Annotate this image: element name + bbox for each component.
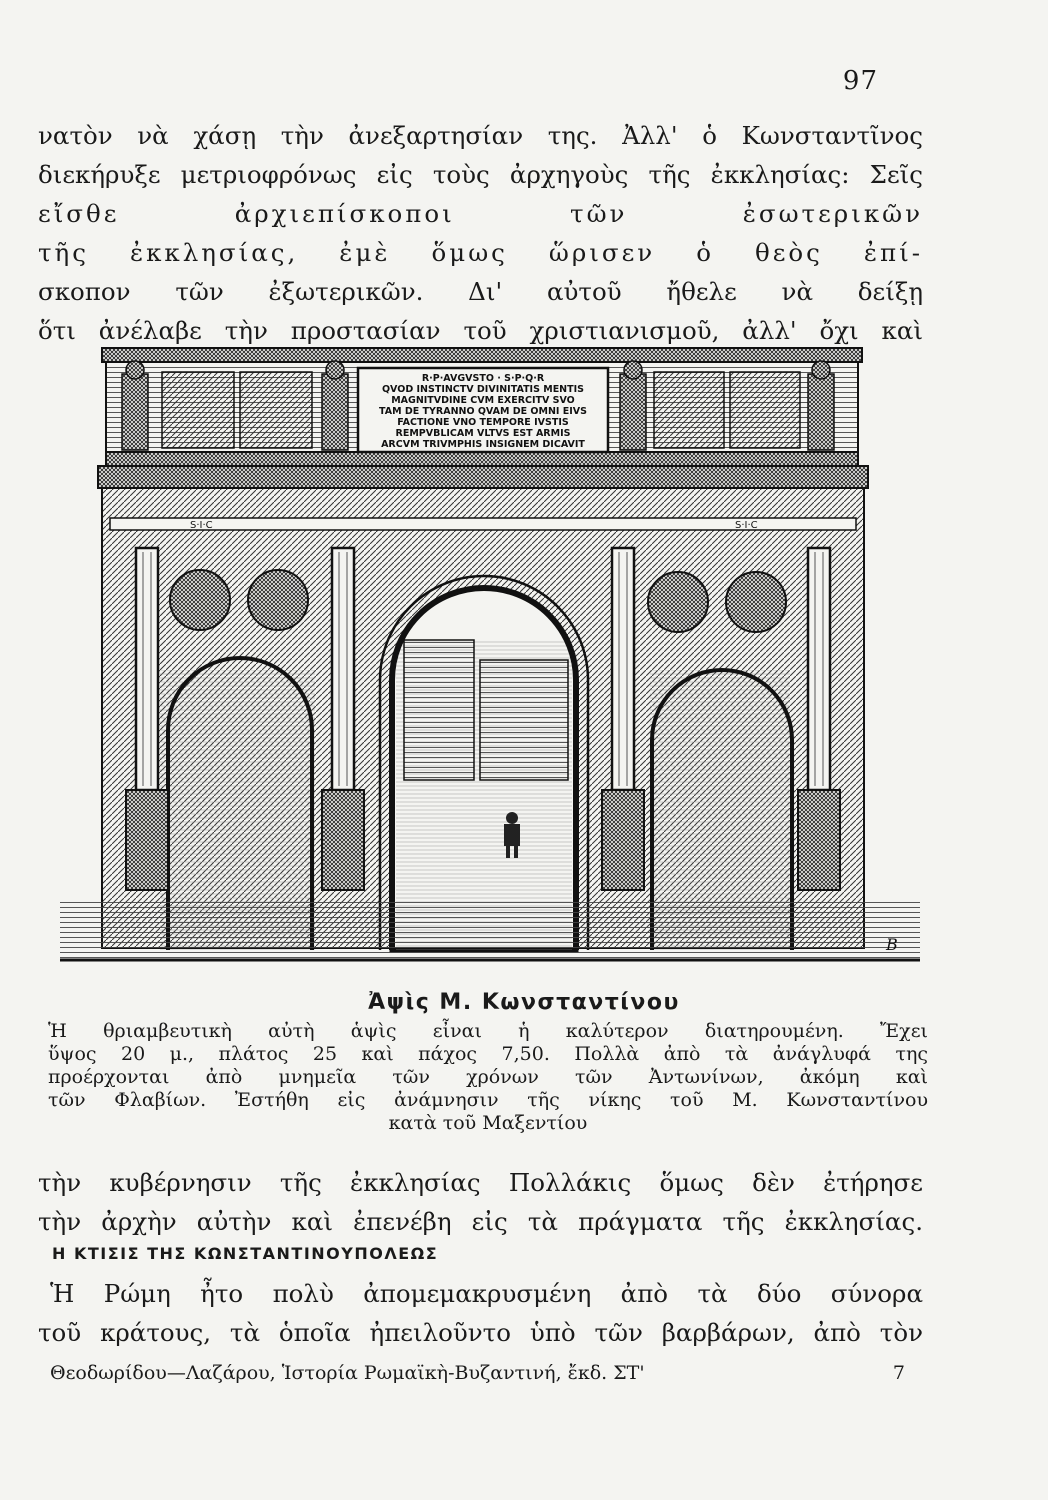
inscription-line: QVOD INSTINCTV DIVINITATIS MENTIS bbox=[381, 384, 585, 395]
page-footer bbox=[50, 1362, 905, 1384]
bottom-paragraph bbox=[38, 1163, 923, 1241]
inscription-line: TAM DE TYRANNO QVAM DE OMNI EIVS bbox=[379, 406, 587, 417]
caption-title: Ἀψὶς Μ. Κωνσταντίνου bbox=[368, 990, 680, 1015]
text-line: διεκήρυξε μετριοφρόνως εἰς τοὺς ἀρχηγοὺς τῆς ἐκκλησίας: Σεῖς bbox=[38, 160, 923, 189]
top-paragraph bbox=[38, 116, 923, 350]
footer-source: Θεοδωρίδου—Λαζάρου, Ἱστορία Ρωμαϊκὴ-Βυζαντινή, ἔκδ. ΣΤ' bbox=[50, 1362, 645, 1384]
caption-line: τῶν Φλαβίων. Ἐστήθη εἰς ἀνάμνησιν τῆς νίκης τοῦ Μ. Κωνσταντίνου bbox=[48, 1089, 928, 1111]
frieze-label-right: S·I·C bbox=[735, 520, 758, 531]
page-number: 97 bbox=[842, 66, 878, 96]
text-line: τοῦ κράτους, τὰ ὁποῖα ἠπειλοῦντο ὑπὸ τῶν βαρβάρων, ἀπὸ τὸν bbox=[38, 1318, 923, 1347]
section-paragraph bbox=[38, 1274, 923, 1352]
engraver-signature: B bbox=[886, 935, 898, 954]
text-line: ὅτι ἀνέλαβε τὴν προστασίαν τοῦ χριστιανισμοῦ, ἀλλ' ὄχι καὶ bbox=[38, 316, 923, 345]
arch-of-constantine-illustration bbox=[40, 340, 920, 980]
text-line: τὴν κυβέρνησιν τῆς ἐκκλησίας Πολλάκις ὅμως δὲν ἐτήρησε bbox=[38, 1168, 923, 1197]
section-heading: Η ΚΤΙΣΙΣ ΤΗΣ ΚΩΝΣΤΑΝΤΙΝΟΥΠΟΛΕΩΣ bbox=[52, 1244, 439, 1263]
caption-line: κατὰ τοῦ Μαξεντίου bbox=[388, 1112, 588, 1134]
text-line-spaced: εἴσθε ἀρχιεπίσκοποι τῶν ἐσωτερικῶν bbox=[38, 199, 923, 228]
text-line: τὴν ἀρχὴν αὐτὴν καὶ ἐπενέβη εἰς τὰ πράγματα τῆς ἐκκλησίας. bbox=[38, 1207, 923, 1236]
text-line: Ἡ Ρώμη ἦτο πολὺ ἀπομεμακρυσμένη ἀπὸ τὰ δύο σύνορα bbox=[50, 1279, 923, 1308]
footer-signature-mark: 7 bbox=[892, 1362, 905, 1384]
caption-line: ὕψος 20 μ., πλάτος 25 καὶ πάχος 7,50. Πολλὰ ἀπὸ τὰ ἀνάγλυφά της bbox=[48, 1043, 928, 1065]
inscription-line: ARCVM TRIVMPHIS INSIGNEM DICAVIT bbox=[381, 439, 585, 450]
inscription-line: REMPVBLICAM VLTVS EST ARMIS bbox=[395, 428, 571, 439]
inscription-line: MAGNITVDINE CVM EXERCITV SVO bbox=[391, 395, 575, 406]
text-line: νατὸν νὰ χάσῃ τὴν ἀνεξαρτησίαν της. Ἀλλ' ὁ Κωνσταντῖνος bbox=[38, 121, 923, 150]
text-line-spaced: τῆς ἐκκλησίας, ἐμὲ ὅμως ὥρισεν ὁ θεὸς ἐπί- bbox=[38, 238, 923, 267]
inscription-line: FACTIONE VNO TEMPORE IVSTIS bbox=[397, 417, 569, 428]
frieze-label-left: S·I·C bbox=[190, 520, 213, 531]
caption-line: Ἡ θριαμβευτικὴ αὐτὴ ἁψὶς εἶναι ἡ καλύτερον διατηρουμένη. Ἔχει bbox=[48, 1020, 928, 1042]
caption-line: προέρχονται ἀπὸ μνημεῖα τῶν χρόνων τῶν Ἀντωνίνων, ἀκόμη καὶ bbox=[48, 1066, 928, 1088]
arch-engraving-figure bbox=[40, 340, 920, 980]
inscription-line: R·P·AVGVSTO · S·P·Q·R bbox=[421, 373, 545, 384]
caption-body bbox=[48, 1020, 928, 1135]
text-line: σκοπον τῶν ἐξωτερικῶν. Δι' αὐτοῦ ἤθελε νὰ δείξῃ bbox=[38, 277, 923, 306]
